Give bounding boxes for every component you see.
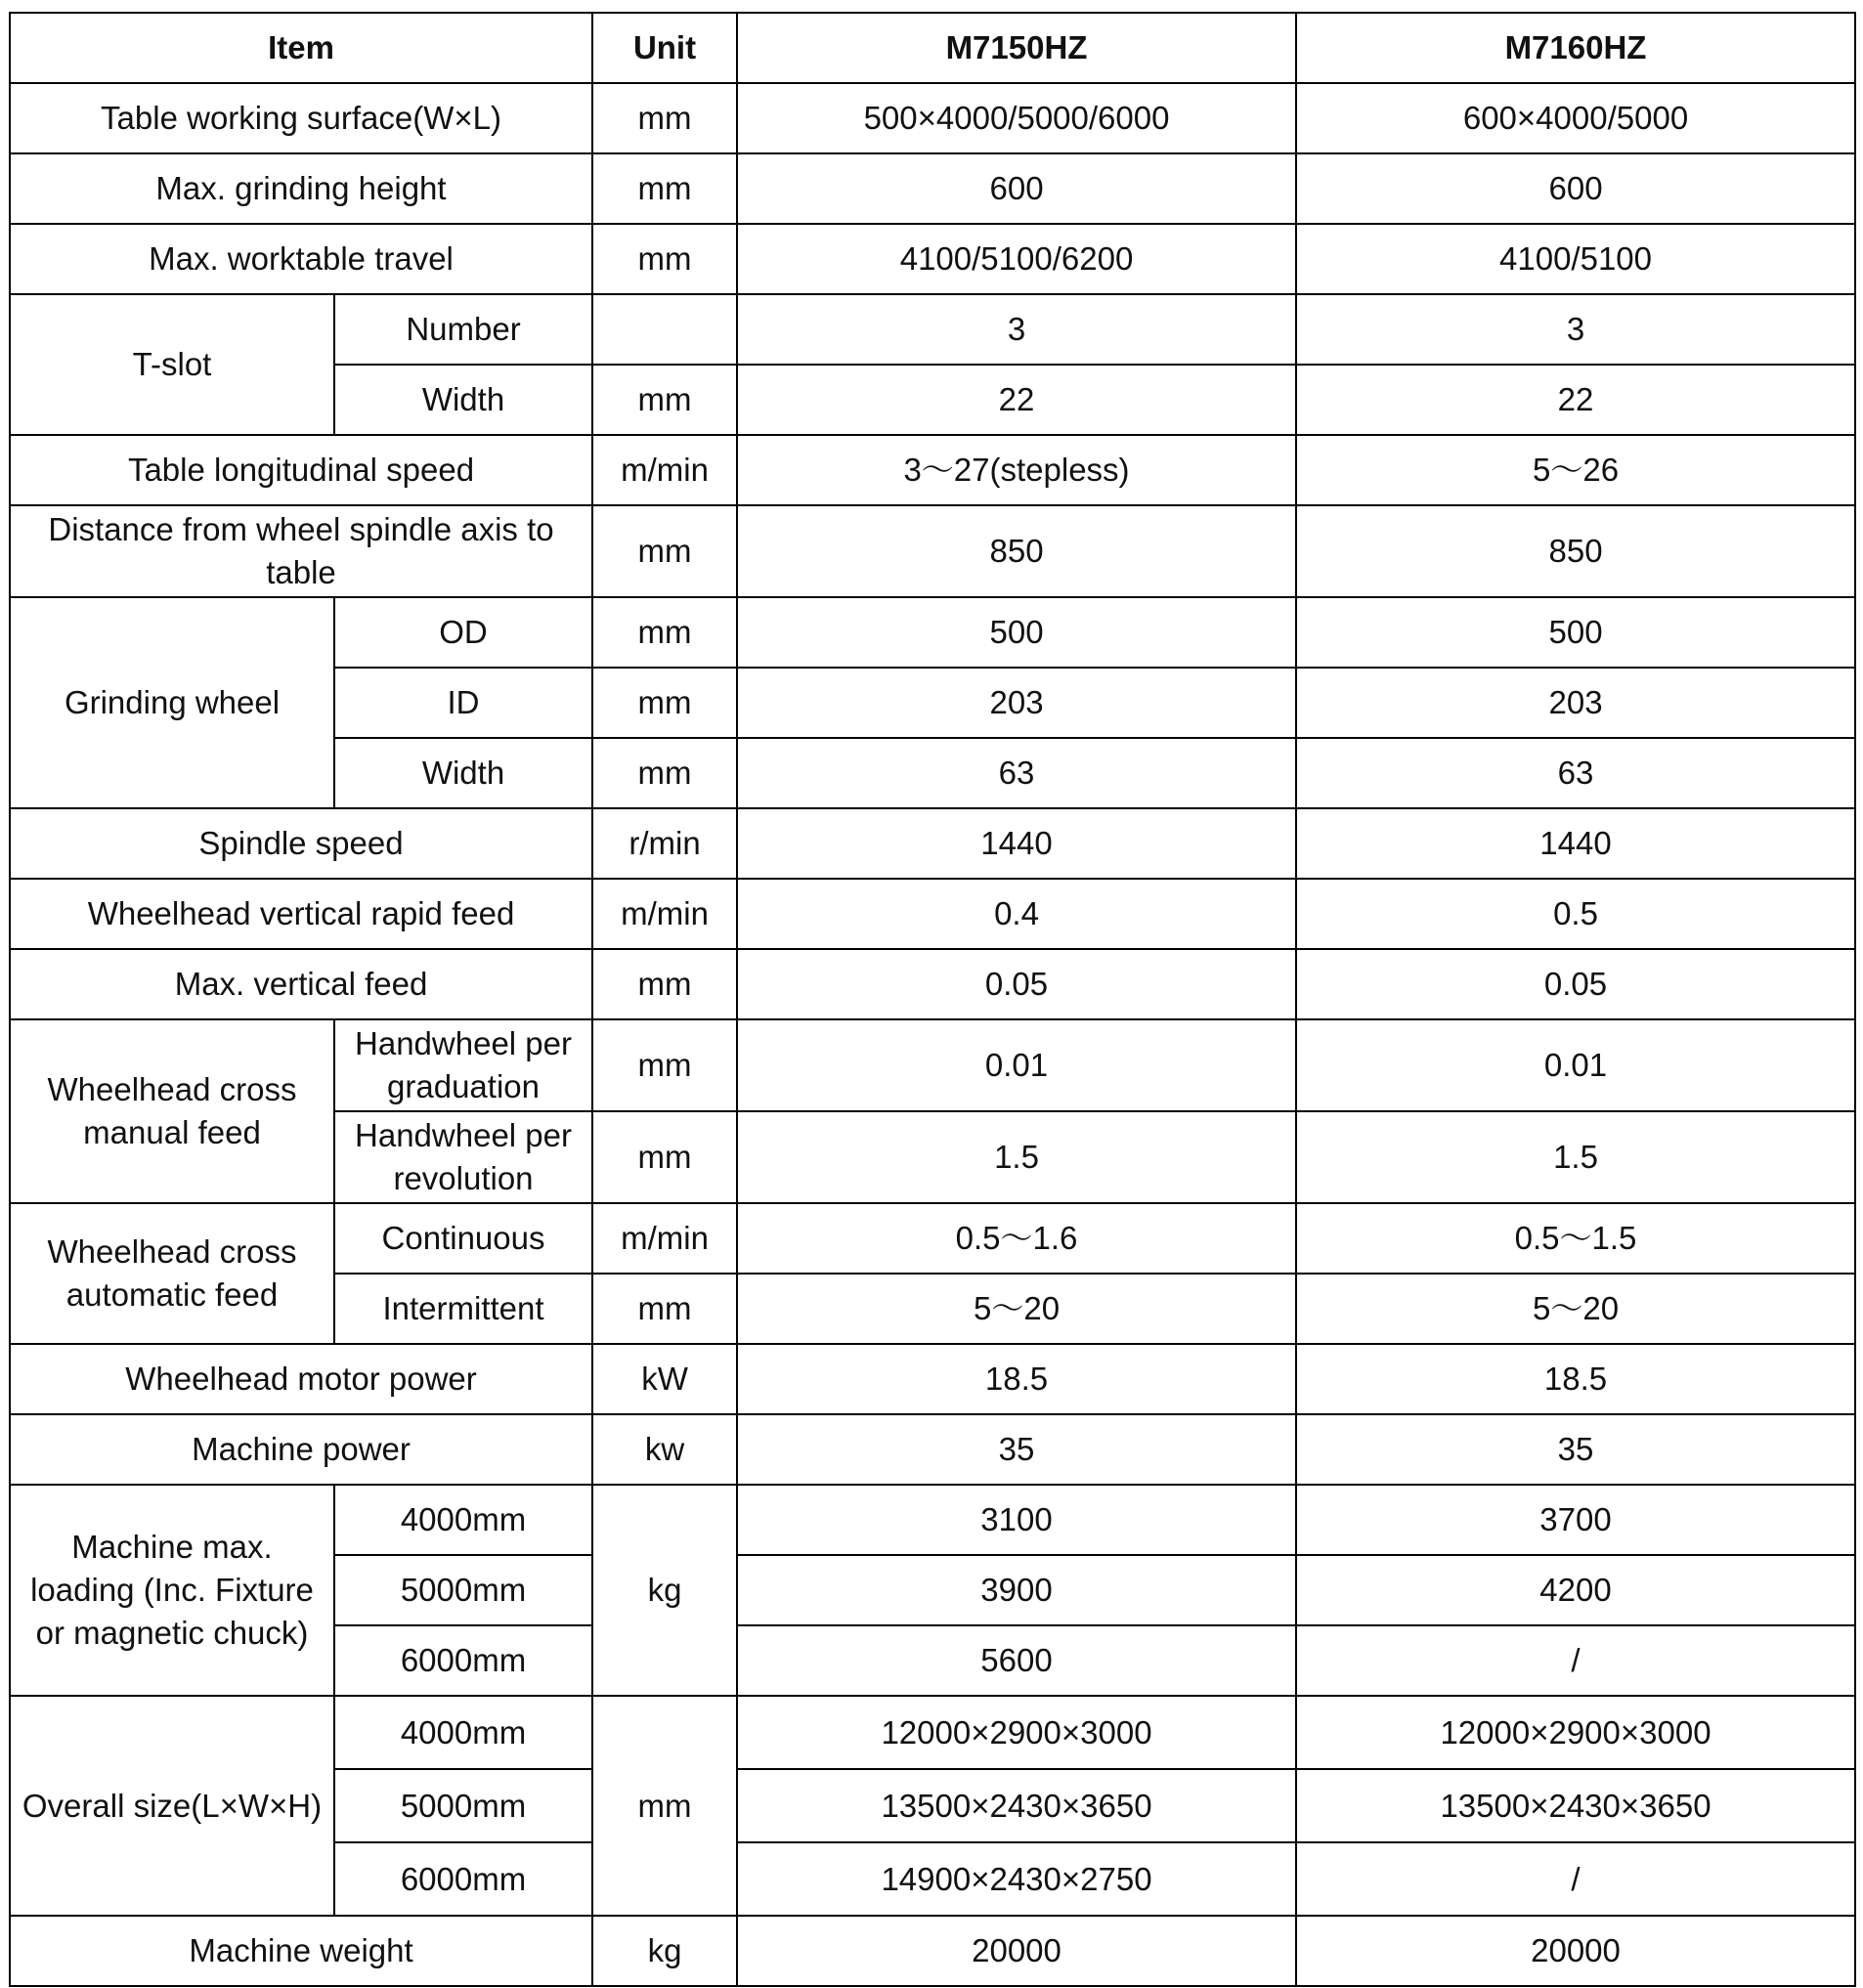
row-value-1: 500 bbox=[737, 597, 1296, 668]
row-value-1: 203 bbox=[737, 668, 1296, 738]
sub-label: Handwheel per graduation bbox=[334, 1019, 592, 1111]
table-row bbox=[10, 1414, 1855, 1485]
row-value-1: 1440 bbox=[737, 808, 1296, 879]
table-row bbox=[10, 435, 1855, 505]
row-value-1: 0.05 bbox=[737, 949, 1296, 1019]
row-value-1: 14900×2430×2750 bbox=[737, 1842, 1296, 1916]
row-unit: m/min bbox=[592, 1203, 737, 1274]
table-row bbox=[10, 1019, 1855, 1111]
row-value-2: 4100/5100 bbox=[1296, 224, 1855, 294]
table-row bbox=[10, 153, 1855, 224]
sub-label: 4000mm bbox=[334, 1696, 592, 1769]
table-row bbox=[10, 808, 1855, 879]
row-label: Spindle speed bbox=[10, 808, 592, 879]
table-row bbox=[10, 224, 1855, 294]
row-unit: kg bbox=[592, 1485, 737, 1696]
row-value-1: 0.5～1.6 bbox=[737, 1203, 1296, 1274]
row-value-2: 500 bbox=[1296, 597, 1855, 668]
row-value-1: 3900 bbox=[737, 1555, 1296, 1625]
row-label: Table longitudinal speed bbox=[10, 435, 592, 505]
sub-label: Continuous bbox=[334, 1203, 592, 1274]
row-value-2: 12000×2900×3000 bbox=[1296, 1696, 1855, 1769]
sub-label: 4000mm bbox=[334, 1485, 592, 1555]
row-value-1: 4100/5100/6200 bbox=[737, 224, 1296, 294]
row-value-1: 850 bbox=[737, 505, 1296, 597]
row-value-2: 4200 bbox=[1296, 1555, 1855, 1625]
row-value-1: 0.4 bbox=[737, 879, 1296, 949]
row-unit: mm bbox=[592, 738, 737, 808]
group-label: Wheelhead cross manual feed bbox=[10, 1019, 334, 1203]
row-unit: mm bbox=[592, 597, 737, 668]
row-value-1: 22 bbox=[737, 365, 1296, 435]
row-unit: mm bbox=[592, 224, 737, 294]
row-value-1: 1.5 bbox=[737, 1111, 1296, 1203]
table-row bbox=[10, 597, 1855, 668]
table-row bbox=[10, 879, 1855, 949]
row-value-1: 18.5 bbox=[737, 1344, 1296, 1414]
sub-label: Number bbox=[334, 294, 592, 365]
row-unit: mm bbox=[592, 949, 737, 1019]
row-value-1: 13500×2430×3650 bbox=[737, 1769, 1296, 1842]
row-unit: kW bbox=[592, 1344, 737, 1414]
row-value-2: 600 bbox=[1296, 153, 1855, 224]
sub-label: OD bbox=[334, 597, 592, 668]
row-value-1: 20000 bbox=[737, 1916, 1296, 1986]
row-unit: mm bbox=[592, 153, 737, 224]
table-row bbox=[10, 294, 1855, 365]
row-unit: r/min bbox=[592, 808, 737, 879]
row-value-2: 22 bbox=[1296, 365, 1855, 435]
row-unit: mm bbox=[592, 668, 737, 738]
row-value-2: 850 bbox=[1296, 505, 1855, 597]
header-model-2: M7160HZ bbox=[1296, 13, 1855, 83]
row-unit: m/min bbox=[592, 879, 737, 949]
row-value-2: 0.5～1.5 bbox=[1296, 1203, 1855, 1274]
row-unit: mm bbox=[592, 505, 737, 597]
header-model-1: M7150HZ bbox=[737, 13, 1296, 83]
table-row bbox=[10, 1485, 1855, 1555]
row-value-1: 5600 bbox=[737, 1625, 1296, 1696]
row-label: Table working surface(W×L) bbox=[10, 83, 592, 153]
row-value-2: 203 bbox=[1296, 668, 1855, 738]
sub-label: 6000mm bbox=[334, 1842, 592, 1916]
table-row bbox=[10, 505, 1855, 597]
row-unit: mm bbox=[592, 1696, 737, 1916]
row-value-2: 1440 bbox=[1296, 808, 1855, 879]
row-label: Machine power bbox=[10, 1414, 592, 1485]
sub-label: 5000mm bbox=[334, 1555, 592, 1625]
row-value-1: 600 bbox=[737, 153, 1296, 224]
row-value-2: 63 bbox=[1296, 738, 1855, 808]
table-row bbox=[10, 949, 1855, 1019]
row-value-2: 20000 bbox=[1296, 1916, 1855, 1986]
row-value-2: 0.5 bbox=[1296, 879, 1855, 949]
sub-label: 6000mm bbox=[334, 1625, 592, 1696]
row-value-1: 35 bbox=[737, 1414, 1296, 1485]
row-label: Max. worktable travel bbox=[10, 224, 592, 294]
row-label: Wheelhead motor power bbox=[10, 1344, 592, 1414]
row-value-2: 13500×2430×3650 bbox=[1296, 1769, 1855, 1842]
row-label: Max. grinding height bbox=[10, 153, 592, 224]
row-unit: mm bbox=[592, 1111, 737, 1203]
row-unit: kw bbox=[592, 1414, 737, 1485]
row-value-1: 5～20 bbox=[737, 1274, 1296, 1344]
sub-label: Intermittent bbox=[334, 1274, 592, 1344]
table-row bbox=[10, 1916, 1855, 1986]
row-value-2: 18.5 bbox=[1296, 1344, 1855, 1414]
row-value-2: / bbox=[1296, 1625, 1855, 1696]
table-row bbox=[10, 1344, 1855, 1414]
row-label: Max. vertical feed bbox=[10, 949, 592, 1019]
row-unit: mm bbox=[592, 365, 737, 435]
row-value-2: 3 bbox=[1296, 294, 1855, 365]
row-value-2: 600×4000/5000 bbox=[1296, 83, 1855, 153]
row-value-2: 1.5 bbox=[1296, 1111, 1855, 1203]
row-value-1: 3100 bbox=[737, 1485, 1296, 1555]
header-item: Item bbox=[10, 13, 592, 83]
row-label: Wheelhead vertical rapid feed bbox=[10, 879, 592, 949]
row-value-1: 3 bbox=[737, 294, 1296, 365]
header-row bbox=[10, 13, 1855, 83]
row-unit: kg bbox=[592, 1916, 737, 1986]
row-unit bbox=[592, 294, 737, 365]
row-value-2: / bbox=[1296, 1842, 1855, 1916]
row-value-2: 35 bbox=[1296, 1414, 1855, 1485]
row-value-2: 0.01 bbox=[1296, 1019, 1855, 1111]
row-unit: mm bbox=[592, 1019, 737, 1111]
group-label: Grinding wheel bbox=[10, 597, 334, 808]
row-value-1: 500×4000/5000/6000 bbox=[737, 83, 1296, 153]
row-unit: mm bbox=[592, 1274, 737, 1344]
row-value-2: 5～26 bbox=[1296, 435, 1855, 505]
group-label: Machine max. loading (Inc. Fixture or magnetic chuck) bbox=[10, 1485, 334, 1696]
row-label: Distance from wheel spindle axis to table bbox=[10, 505, 592, 597]
group-label: Wheelhead cross automatic feed bbox=[10, 1203, 334, 1344]
table-row bbox=[10, 83, 1855, 153]
sub-label: ID bbox=[334, 668, 592, 738]
row-label: Machine weight bbox=[10, 1916, 592, 1986]
row-value-1: 0.01 bbox=[737, 1019, 1296, 1111]
row-value-1: 63 bbox=[737, 738, 1296, 808]
spec-table bbox=[9, 12, 1856, 1987]
row-value-1: 3～27(stepless) bbox=[737, 435, 1296, 505]
table-row bbox=[10, 1203, 1855, 1274]
sub-label: Handwheel per revolution bbox=[334, 1111, 592, 1203]
row-unit: m/min bbox=[592, 435, 737, 505]
sub-label: Width bbox=[334, 738, 592, 808]
row-value-1: 12000×2900×3000 bbox=[737, 1696, 1296, 1769]
row-value-2: 0.05 bbox=[1296, 949, 1855, 1019]
row-value-2: 3700 bbox=[1296, 1485, 1855, 1555]
table-row bbox=[10, 1696, 1855, 1769]
row-unit: mm bbox=[592, 83, 737, 153]
sub-label: Width bbox=[334, 365, 592, 435]
sub-label: 5000mm bbox=[334, 1769, 592, 1842]
group-label: T-slot bbox=[10, 294, 334, 435]
row-value-2: 5～20 bbox=[1296, 1274, 1855, 1344]
header-unit: Unit bbox=[592, 13, 737, 83]
group-label: Overall size(L×W×H) bbox=[10, 1696, 334, 1916]
